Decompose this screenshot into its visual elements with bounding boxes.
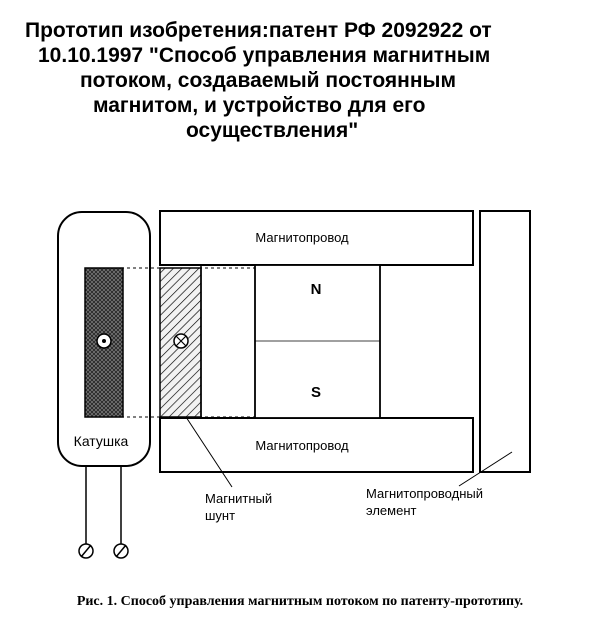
shunt-label: Магнитный шунт bbox=[205, 491, 273, 523]
title-line-5: осуществления" bbox=[186, 119, 359, 142]
element-label: Магнитопроводный элемент bbox=[366, 486, 483, 518]
south-pole-label: S bbox=[310, 384, 322, 401]
coil-label: Катушка bbox=[73, 433, 129, 449]
magnetic-conductor-element bbox=[480, 211, 530, 472]
terminal-icon bbox=[79, 544, 93, 558]
yoke-bottom-label: Магнитопровод bbox=[255, 438, 349, 453]
figure-caption: Рис. 1. Способ управления магнитным потоком по патенту-прототипу. bbox=[76, 594, 524, 609]
title-line-1: Прототип изобретения:патент РФ 2092922 от bbox=[25, 19, 492, 42]
title-line-3: потоком, создаваемый постоянным bbox=[80, 69, 456, 92]
yoke-top-label: Магнитопровод bbox=[255, 230, 349, 245]
current-out-icon bbox=[97, 334, 111, 348]
title-line-4: магнитом, и устройство для его bbox=[93, 94, 426, 117]
current-in-icon bbox=[174, 334, 188, 348]
title-line-2: 10.10.1997 "Способ управления магнитным bbox=[38, 44, 491, 67]
terminal-icon bbox=[114, 544, 128, 558]
north-pole-label: N bbox=[310, 281, 322, 298]
